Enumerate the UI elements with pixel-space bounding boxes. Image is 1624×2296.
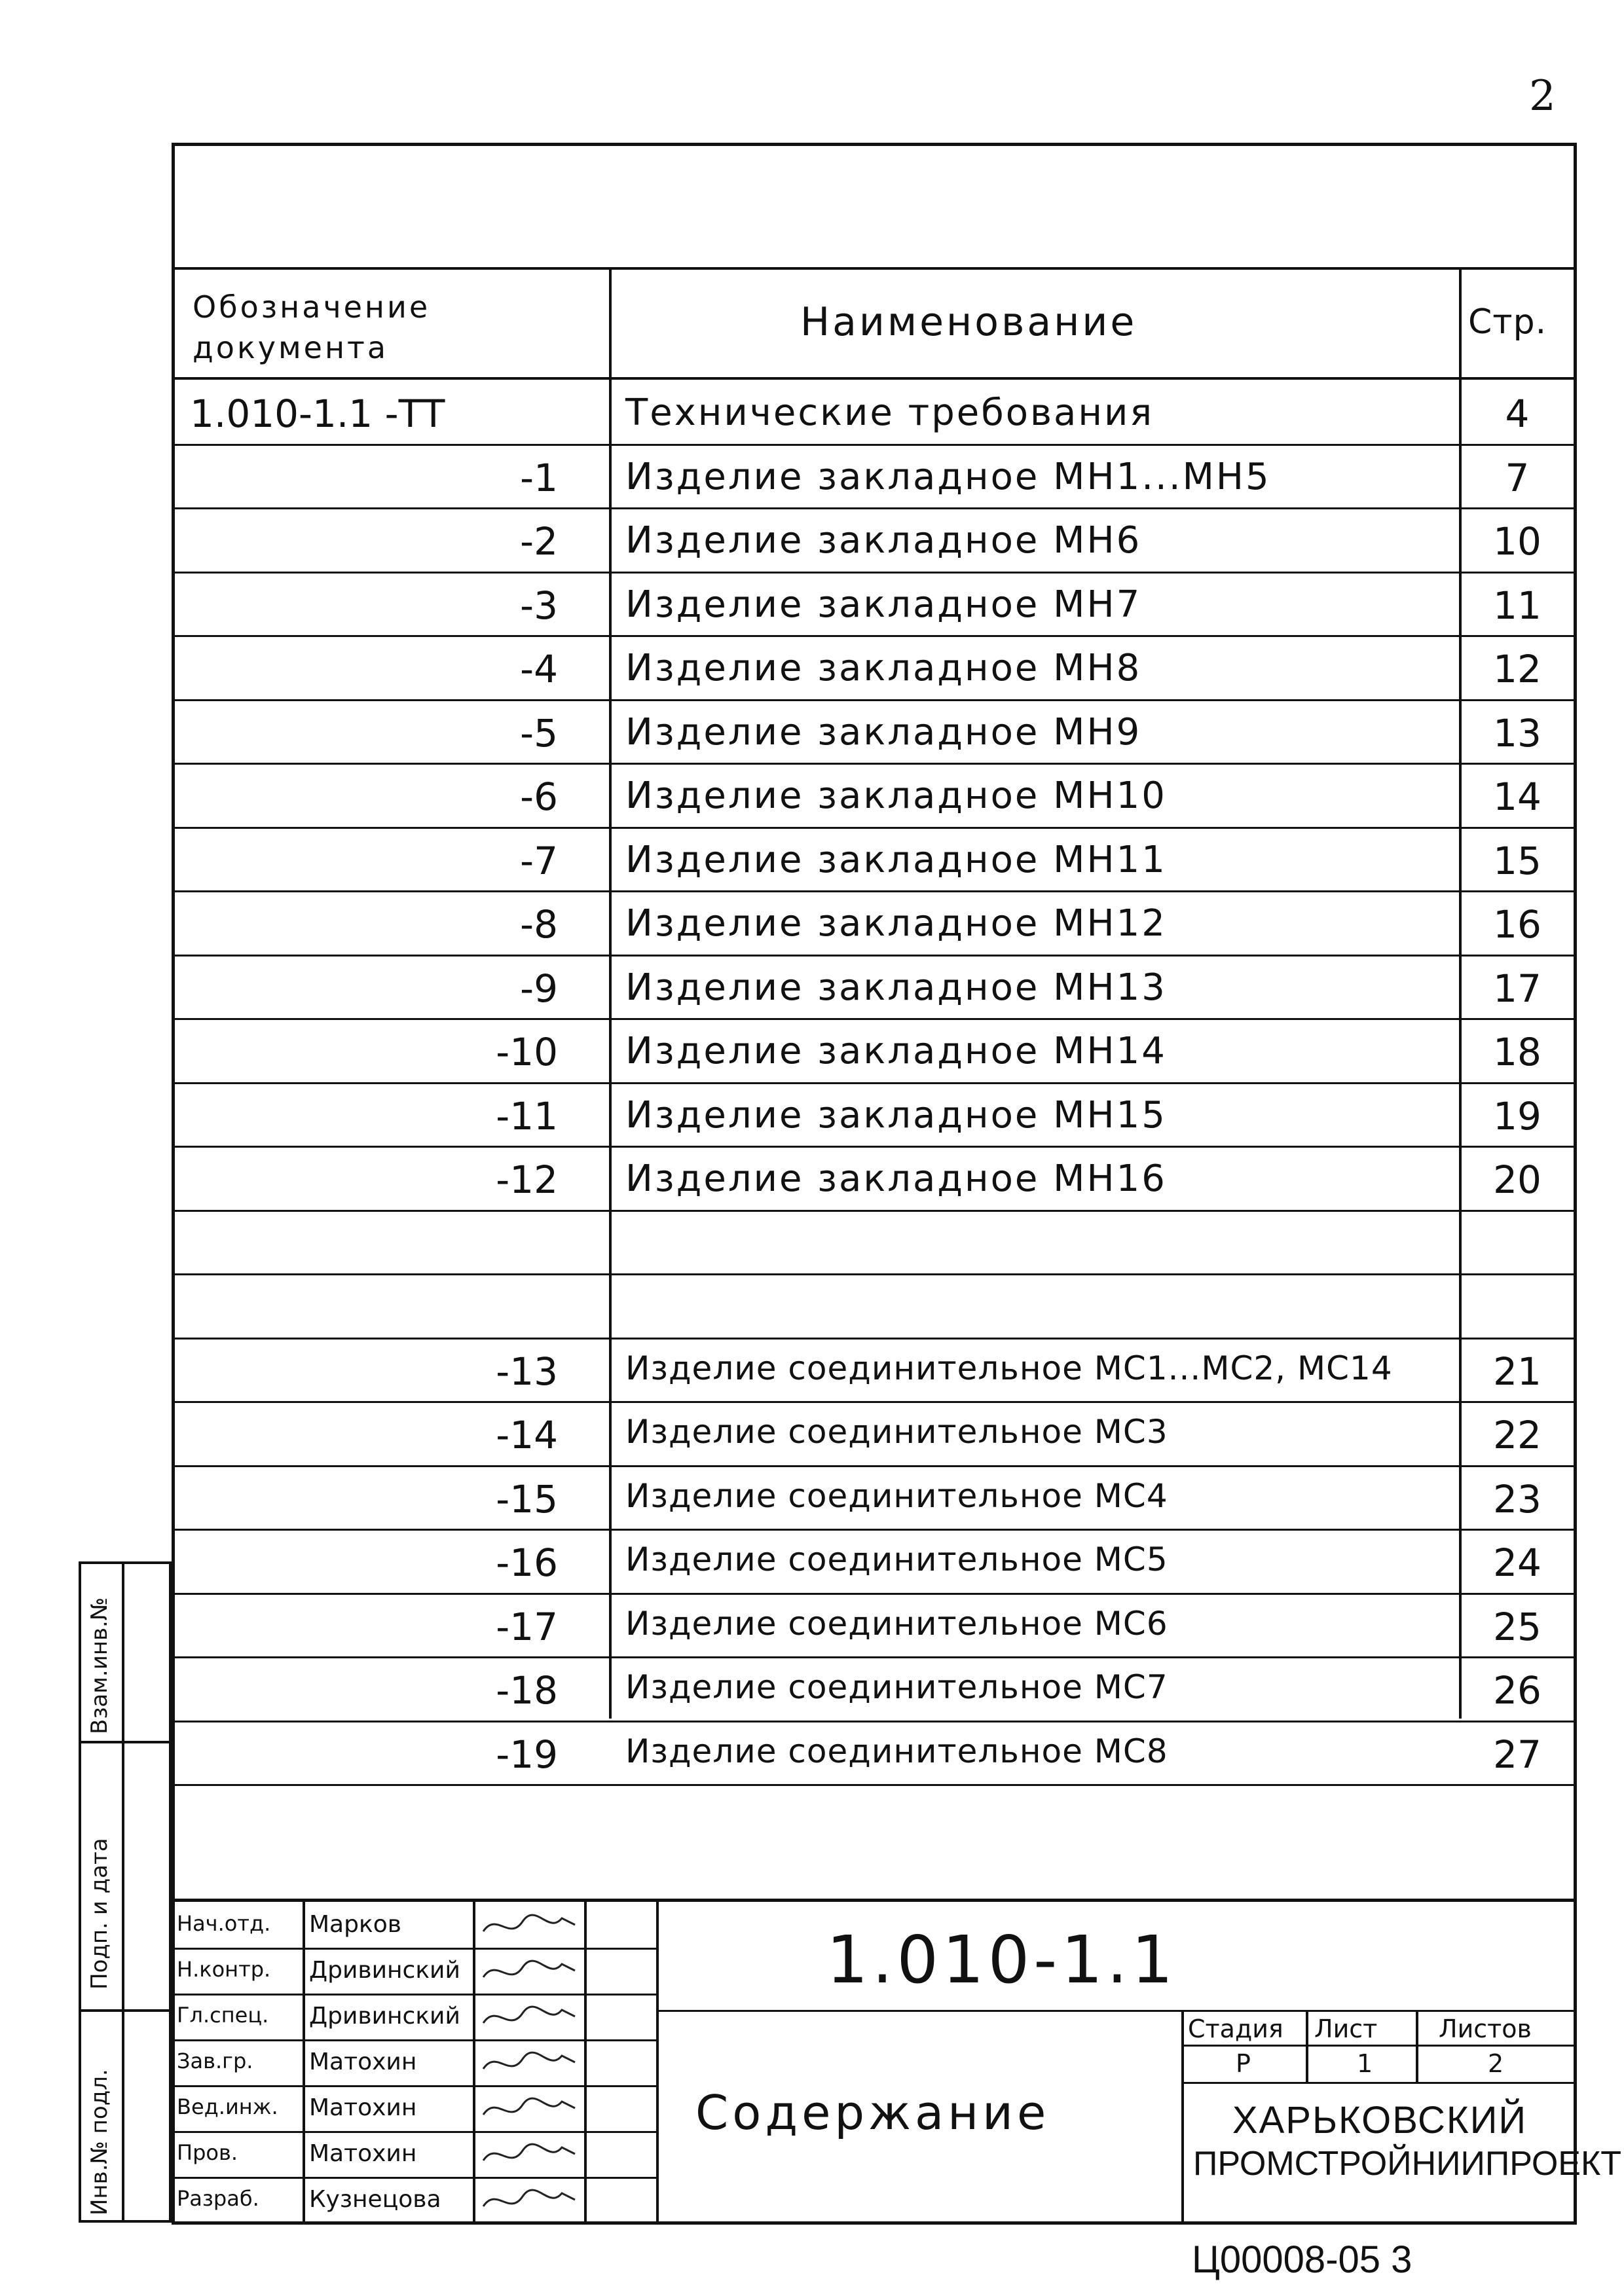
side-strip (79, 1561, 172, 2223)
signature-role: Гл.спец. (177, 2003, 269, 2028)
stamp-title: Содержание (695, 2085, 1050, 2140)
row-name: Изделие закладное МН11 (625, 838, 1167, 881)
header-page-label: Стр. (1468, 302, 1547, 342)
row-line (172, 1338, 1577, 1339)
row-line (172, 1784, 1577, 1786)
row-line (172, 955, 1577, 957)
row-line (172, 507, 1577, 509)
header-code-label: Обозначение документа (193, 289, 431, 365)
row-code: -4 (520, 647, 558, 691)
sheets-value: 2 (1488, 2049, 1504, 2078)
row-page: 21 (1493, 1349, 1541, 1394)
handwritten-signature (477, 2134, 581, 2174)
row-line (172, 635, 1577, 637)
row-code: -7 (520, 838, 558, 883)
signature-row-line (172, 2039, 656, 2041)
row-name: Изделие закладное МН8 (625, 647, 1142, 689)
row-page: 12 (1493, 647, 1541, 691)
row-name: Изделие закладное МН13 (625, 966, 1167, 1009)
row-name: Изделие закладное МН7 (625, 583, 1142, 626)
row-page: 22 (1493, 1413, 1541, 1457)
signature-role: Нач.отд. (177, 1911, 271, 1936)
row-name: Изделие соединительное МС6 (625, 1604, 1168, 1643)
row-code: -12 (496, 1157, 558, 1202)
side-label-inventory: Инв.№ подл. (86, 2069, 113, 2215)
row-page: 17 (1493, 966, 1541, 1011)
row-code: -13 (496, 1349, 558, 1394)
org-name-line1: ХАРЬКОВСКИЙ (1232, 2099, 1528, 2141)
row-name: Изделие закладное МН14 (625, 1030, 1167, 1072)
signature-name: Матохин (309, 2140, 417, 2167)
row-line (172, 827, 1577, 829)
side-cell-divider (81, 1741, 169, 1743)
row-name: Изделие закладное МН9 (625, 710, 1142, 754)
row-line (172, 1656, 1577, 1658)
signature-name: Матохин (309, 2049, 417, 2075)
row-line (172, 1273, 1577, 1275)
row-name: Изделие соединительное МС5 (625, 1540, 1168, 1578)
row-name: Изделие соединительное МС4 (625, 1476, 1168, 1515)
row-name: Изделие закладное МН6 (625, 519, 1142, 562)
row-name: Изделие закладное МН16 (625, 1157, 1167, 1200)
row-line (172, 444, 1577, 446)
row-code: -11 (496, 1093, 558, 1139)
row-code: -9 (520, 966, 558, 1011)
stamp-row-line (1181, 2045, 1577, 2047)
handwritten-signature (477, 2088, 581, 2128)
row-line (172, 1210, 1577, 1212)
row-page: 23 (1493, 1476, 1541, 1522)
header-divider (1459, 270, 1462, 377)
signature-name: Кузнецова (309, 2186, 441, 2213)
row-page: 27 (1493, 1732, 1541, 1777)
row-line (172, 572, 1577, 574)
row-code: -1 (520, 455, 558, 500)
header-divider (609, 270, 612, 377)
title-block (172, 1899, 1622, 2225)
page-number: 2 (1529, 72, 1556, 120)
signature-name: Дривинский (309, 2003, 460, 2030)
row-code: -6 (520, 774, 558, 819)
signature-name: Матохин (309, 2094, 417, 2121)
row-code: -3 (520, 583, 558, 628)
signature-role: Пров. (177, 2140, 238, 2165)
row-code: -17 (496, 1604, 558, 1649)
row-name: Изделие соединительное МС8 (625, 1732, 1168, 1770)
signature-row-line (172, 2131, 656, 2133)
row-line (172, 1593, 1577, 1595)
handwritten-signature (477, 1997, 581, 2036)
stamp-divider (656, 1902, 659, 2225)
row-name: Изделие закладное МН15 (625, 1093, 1167, 1137)
signature-row-line (172, 1994, 656, 1995)
footer-code: Ц00008-05 3 (1192, 2238, 1412, 2281)
side-cell-divider (81, 2009, 169, 2012)
signature-role: Н.контр. (177, 1957, 271, 1982)
row-line (172, 890, 1577, 892)
signature-name: Марков (309, 1911, 401, 1938)
row-name: Изделие закладное МН1...МН5 (625, 455, 1271, 498)
row-line (172, 1146, 1577, 1148)
row-line (172, 1721, 1577, 1722)
row-code: -14 (496, 1413, 558, 1457)
signature-role: Вед.инж. (177, 2094, 278, 2119)
header-name-label: Наименование (800, 299, 1137, 345)
handwritten-signature (477, 1951, 581, 1990)
signature-role: Зав.гр. (177, 2049, 253, 2073)
row-line (172, 1018, 1577, 1020)
row-page: 11 (1493, 583, 1541, 628)
row-line (172, 699, 1577, 701)
side-label-replaced: Взам.инв.№ (86, 1597, 113, 1734)
row-code: -2 (520, 519, 558, 564)
row-page: 7 (1505, 455, 1530, 500)
handwritten-signature (477, 1905, 581, 1944)
sheet-value: 1 (1357, 2049, 1373, 2078)
org-name-line2: ПРОМСТРОЙНИИПРОЕКТ (1193, 2145, 1622, 2183)
handwritten-signature (477, 2043, 581, 2082)
sheets-label: Листов (1439, 2014, 1532, 2043)
stage-label: Стадия (1188, 2014, 1283, 2043)
row-name: Изделие соединительное МС7 (625, 1668, 1168, 1706)
row-page: 26 (1493, 1668, 1541, 1713)
row-name: Технические требования (625, 392, 1154, 434)
signature-role: Разраб. (177, 2186, 259, 2211)
row-code: 1.010-1.1 -ТТ (190, 392, 445, 436)
row-code: -8 (520, 902, 558, 947)
row-page: 18 (1493, 1030, 1541, 1074)
row-name: Изделие закладное МН12 (625, 902, 1167, 945)
row-code: -18 (496, 1668, 558, 1713)
side-inner-line (122, 1564, 124, 2220)
row-line (172, 1465, 1577, 1467)
signature-row-line (172, 2177, 656, 2179)
row-name: Изделие соединительное МС1...МС2, МС14 (625, 1349, 1393, 1387)
table-header (172, 267, 1577, 380)
code-name-divider (609, 380, 612, 1719)
stamp-row-line (656, 2010, 1577, 2012)
row-line (172, 1529, 1577, 1531)
row-page: 4 (1505, 392, 1530, 436)
row-page: 19 (1493, 1093, 1541, 1139)
row-name: Изделие соединительное МС3 (625, 1413, 1168, 1451)
signature-name: Дривинский (309, 1957, 460, 1984)
sheet-label: Лист (1314, 2014, 1378, 2043)
signature-row-line (172, 2085, 656, 2087)
row-page: 10 (1493, 519, 1541, 564)
row-code: -19 (496, 1732, 558, 1777)
row-name: Изделие закладное МН10 (625, 774, 1167, 817)
row-line (172, 1082, 1577, 1084)
handwritten-signature (477, 2180, 581, 2219)
row-page: 16 (1493, 902, 1541, 947)
row-page: 14 (1493, 774, 1541, 819)
stage-value: Р (1236, 2049, 1251, 2078)
row-page: 24 (1493, 1540, 1541, 1585)
row-code: -15 (496, 1476, 558, 1522)
row-code: -5 (520, 710, 558, 756)
row-code: -10 (496, 1030, 558, 1074)
row-page: 13 (1493, 710, 1541, 756)
row-page: 20 (1493, 1157, 1541, 1202)
signature-row-line (172, 1948, 656, 1950)
row-line (172, 763, 1577, 765)
row-page: 15 (1493, 838, 1541, 883)
row-line (172, 1401, 1577, 1403)
stamp-row-line (1181, 2082, 1577, 2084)
row-page: 25 (1493, 1604, 1541, 1649)
stamp-divider (1181, 2010, 1184, 2225)
side-label-signature: Подп. и дата (86, 1838, 113, 1990)
row-code: -16 (496, 1540, 558, 1585)
stamp-doc-code: 1.010-1.1 (826, 1922, 1177, 1998)
